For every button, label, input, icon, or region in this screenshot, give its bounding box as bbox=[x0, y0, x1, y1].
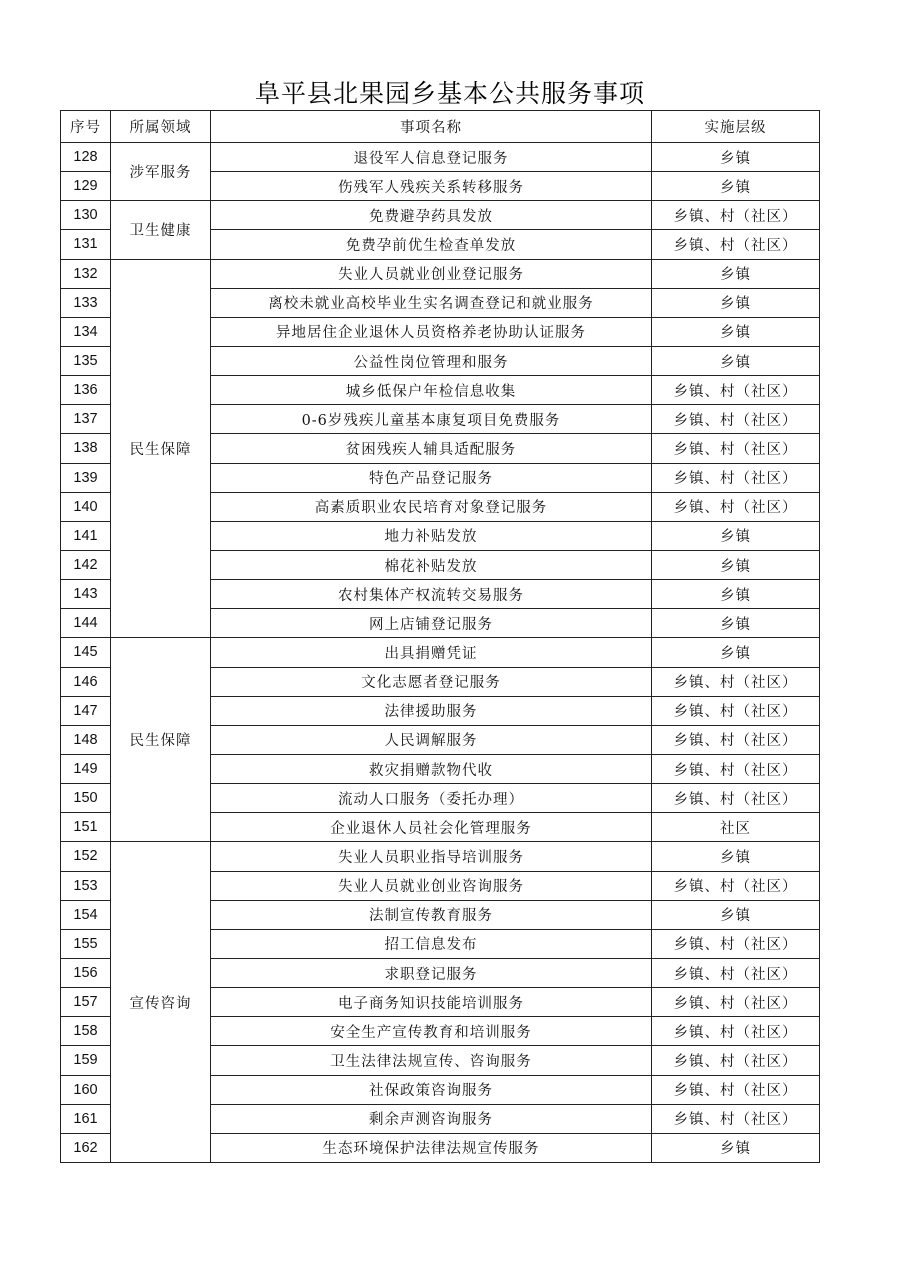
row-name: 电子商务知识技能培训服务 bbox=[211, 988, 652, 1017]
row-seq: 155 bbox=[61, 929, 111, 958]
row-level: 乡镇、村（社区） bbox=[652, 230, 820, 259]
row-level: 乡镇 bbox=[652, 521, 820, 550]
row-level: 乡镇、村（社区） bbox=[652, 784, 820, 813]
header-name: 事项名称 bbox=[211, 111, 652, 143]
row-name: 求职登记服务 bbox=[211, 958, 652, 987]
row-level: 乡镇、村（社区） bbox=[652, 871, 820, 900]
row-seq: 134 bbox=[61, 317, 111, 346]
row-seq: 160 bbox=[61, 1075, 111, 1104]
row-name: 剩余声测咨询服务 bbox=[211, 1104, 652, 1133]
row-name: 企业退休人员社会化管理服务 bbox=[211, 813, 652, 842]
table-row bbox=[61, 143, 820, 172]
row-level: 乡镇 bbox=[652, 259, 820, 288]
row-name: 离校未就业高校毕业生实名调查登记和就业服务 bbox=[211, 288, 652, 317]
row-name: 地力补贴发放 bbox=[211, 521, 652, 550]
row-name: 免费避孕药具发放 bbox=[211, 201, 652, 230]
table-body bbox=[61, 143, 820, 1163]
row-seq: 152 bbox=[61, 842, 111, 871]
row-level: 乡镇 bbox=[652, 1133, 820, 1162]
row-domain: 卫生健康 bbox=[111, 201, 211, 259]
row-domain: 涉军服务 bbox=[111, 143, 211, 201]
row-level: 乡镇 bbox=[652, 580, 820, 609]
row-name: 失业人员职业指导培训服务 bbox=[211, 842, 652, 871]
row-seq: 133 bbox=[61, 288, 111, 317]
row-level: 乡镇 bbox=[652, 900, 820, 929]
row-level: 乡镇 bbox=[652, 638, 820, 667]
services-table bbox=[60, 110, 820, 1163]
row-seq: 137 bbox=[61, 405, 111, 434]
header-level: 实施层级 bbox=[652, 111, 820, 143]
row-name: 公益性岗位管理和服务 bbox=[211, 346, 652, 375]
row-name: 人民调解服务 bbox=[211, 725, 652, 754]
row-level: 乡镇、村（社区） bbox=[652, 754, 820, 783]
row-seq: 129 bbox=[61, 172, 111, 201]
row-seq: 139 bbox=[61, 463, 111, 492]
row-level: 乡镇、村（社区） bbox=[652, 1075, 820, 1104]
row-name: 退役军人信息登记服务 bbox=[211, 143, 652, 172]
row-name: 法律援助服务 bbox=[211, 696, 652, 725]
row-name: 棉花补贴发放 bbox=[211, 550, 652, 579]
row-name: 异地居住企业退休人员资格养老协助认证服务 bbox=[211, 317, 652, 346]
row-level: 乡镇、村（社区） bbox=[652, 929, 820, 958]
row-level: 乡镇、村（社区） bbox=[652, 725, 820, 754]
row-seq: 135 bbox=[61, 346, 111, 375]
row-seq: 128 bbox=[61, 143, 111, 172]
row-level: 乡镇 bbox=[652, 842, 820, 871]
header-domain: 所属领域 bbox=[111, 111, 211, 143]
row-level: 乡镇 bbox=[652, 550, 820, 579]
row-seq: 143 bbox=[61, 580, 111, 609]
row-level: 乡镇、村（社区） bbox=[652, 492, 820, 521]
row-seq: 140 bbox=[61, 492, 111, 521]
row-level: 乡镇、村（社区） bbox=[652, 958, 820, 987]
row-seq: 156 bbox=[61, 958, 111, 987]
row-name: 失业人员就业创业登记服务 bbox=[211, 259, 652, 288]
row-name: 生态环境保护法律法规宣传服务 bbox=[211, 1133, 652, 1162]
row-name: 社保政策咨询服务 bbox=[211, 1075, 652, 1104]
row-seq: 130 bbox=[61, 201, 111, 230]
row-domain: 宣传咨询 bbox=[111, 842, 211, 1163]
row-seq: 138 bbox=[61, 434, 111, 463]
row-seq: 142 bbox=[61, 550, 111, 579]
row-seq: 159 bbox=[61, 1046, 111, 1075]
row-level: 乡镇、村（社区） bbox=[652, 201, 820, 230]
row-seq: 132 bbox=[61, 259, 111, 288]
header-seq: 序号 bbox=[61, 111, 111, 143]
row-name: 救灾捐赠款物代收 bbox=[211, 754, 652, 783]
row-seq: 161 bbox=[61, 1104, 111, 1133]
row-name: 特色产品登记服务 bbox=[211, 463, 652, 492]
table-row bbox=[61, 638, 820, 667]
row-name: 失业人员就业创业咨询服务 bbox=[211, 871, 652, 900]
page-title: 阜平县北果园乡基本公共服务事项 bbox=[254, 79, 645, 108]
row-seq: 141 bbox=[61, 521, 111, 550]
row-name: 高素质职业农民培育对象登记服务 bbox=[211, 492, 652, 521]
row-level: 乡镇、村（社区） bbox=[652, 1046, 820, 1075]
row-level: 乡镇、村（社区） bbox=[652, 405, 820, 434]
row-domain: 民生保障 bbox=[111, 259, 211, 638]
row-level: 乡镇 bbox=[652, 143, 820, 172]
row-level: 乡镇、村（社区） bbox=[652, 434, 820, 463]
row-level: 乡镇 bbox=[652, 172, 820, 201]
row-seq: 153 bbox=[61, 871, 111, 900]
row-level: 社区 bbox=[652, 813, 820, 842]
row-seq: 136 bbox=[61, 376, 111, 405]
row-seq: 158 bbox=[61, 1017, 111, 1046]
row-name: 法制宣传教育服务 bbox=[211, 900, 652, 929]
row-level: 乡镇、村（社区） bbox=[652, 1017, 820, 1046]
row-level: 乡镇、村（社区） bbox=[652, 1104, 820, 1133]
row-seq: 148 bbox=[61, 725, 111, 754]
row-level: 乡镇、村（社区） bbox=[652, 376, 820, 405]
row-seq: 131 bbox=[61, 230, 111, 259]
row-seq: 162 bbox=[61, 1133, 111, 1162]
table-row bbox=[61, 201, 820, 230]
row-name: 流动人口服务（委托办理） bbox=[211, 784, 652, 813]
row-level: 乡镇、村（社区） bbox=[652, 667, 820, 696]
row-seq: 146 bbox=[61, 667, 111, 696]
row-seq: 144 bbox=[61, 609, 111, 638]
row-name: 城乡低保户年检信息收集 bbox=[211, 376, 652, 405]
row-name: 农村集体产权流转交易服务 bbox=[211, 580, 652, 609]
row-seq: 149 bbox=[61, 754, 111, 783]
row-name: 网上店铺登记服务 bbox=[211, 609, 652, 638]
row-level: 乡镇、村（社区） bbox=[652, 988, 820, 1017]
row-domain: 民生保障 bbox=[111, 638, 211, 842]
row-name: 招工信息发布 bbox=[211, 929, 652, 958]
row-seq: 157 bbox=[61, 988, 111, 1017]
row-name: 出具捐赠凭证 bbox=[211, 638, 652, 667]
row-level: 乡镇、村（社区） bbox=[652, 696, 820, 725]
row-seq: 150 bbox=[61, 784, 111, 813]
row-name: 免费孕前优生检查单发放 bbox=[211, 230, 652, 259]
row-name: 0-6岁残疾儿童基本康复项目免费服务 bbox=[211, 405, 652, 434]
row-name: 卫生法律法规宣传、咨询服务 bbox=[211, 1046, 652, 1075]
header-row bbox=[61, 111, 820, 143]
row-name: 安全生产宣传教育和培训服务 bbox=[211, 1017, 652, 1046]
row-name: 伤残军人残疾关系转移服务 bbox=[211, 172, 652, 201]
row-name: 文化志愿者登记服务 bbox=[211, 667, 652, 696]
row-seq: 151 bbox=[61, 813, 111, 842]
row-level: 乡镇 bbox=[652, 346, 820, 375]
row-level: 乡镇 bbox=[652, 317, 820, 346]
row-level: 乡镇 bbox=[652, 609, 820, 638]
table-row bbox=[61, 842, 820, 871]
row-seq: 147 bbox=[61, 696, 111, 725]
row-level: 乡镇 bbox=[652, 288, 820, 317]
table-row bbox=[61, 259, 820, 288]
row-level: 乡镇、村（社区） bbox=[652, 463, 820, 492]
row-seq: 145 bbox=[61, 638, 111, 667]
row-name: 贫困残疾人辅具适配服务 bbox=[211, 434, 652, 463]
row-seq: 154 bbox=[61, 900, 111, 929]
